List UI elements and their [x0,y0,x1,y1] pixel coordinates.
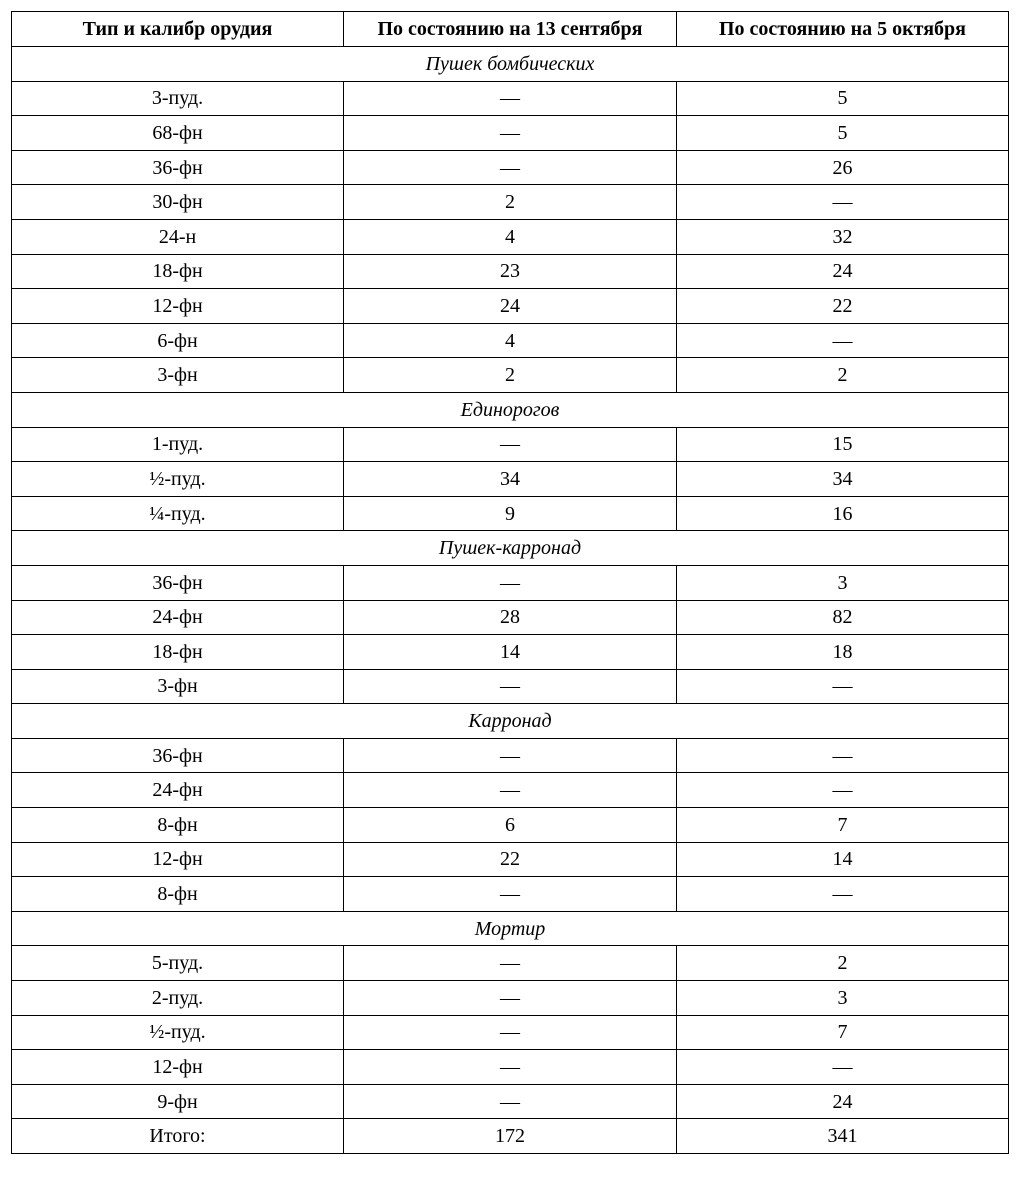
cell-oct5: 2 [677,946,1009,981]
cell-sep13: 34 [344,462,677,497]
table-row [12,669,1009,704]
cell-sep13: 14 [344,635,677,670]
total-row [12,1119,1009,1154]
cell-caliber: 24-фн [12,773,344,808]
cell-oct5: 24 [677,1084,1009,1119]
cell-oct5: — [677,1050,1009,1085]
cell-sep13: — [344,946,677,981]
table-row [12,565,1009,600]
cell-caliber: 36-фн [12,738,344,773]
table-row [12,496,1009,531]
cell-sep13: 4 [344,323,677,358]
cell-caliber: 24-н [12,219,344,254]
total-oct5: 341 [677,1119,1009,1154]
cell-sep13: — [344,150,677,185]
cell-oct5: 3 [677,565,1009,600]
cell-sep13: 2 [344,358,677,393]
table-row [12,600,1009,635]
cell-sep13: — [344,1084,677,1119]
cell-sep13: — [344,565,677,600]
cell-caliber: 2-пуд. [12,981,344,1016]
cell-oct5: 3 [677,981,1009,1016]
cell-sep13: 6 [344,808,677,843]
cell-oct5: 2 [677,358,1009,393]
cell-sep13: — [344,81,677,116]
artillery-table [11,11,1009,1154]
table-body [12,47,1009,1154]
table-row [12,254,1009,289]
cell-sep13: — [344,669,677,704]
table-row [12,116,1009,151]
table-row [12,738,1009,773]
section-title: Пушек бомбических [12,47,1009,82]
cell-caliber: 36-фн [12,565,344,600]
header-type: Тип и калибр орудия [12,12,344,47]
cell-caliber: 3-пуд. [12,81,344,116]
cell-sep13: — [344,116,677,151]
cell-sep13: 24 [344,289,677,324]
cell-caliber: 30-фн [12,185,344,220]
section-row [12,47,1009,82]
cell-oct5: 18 [677,635,1009,670]
cell-oct5: 5 [677,116,1009,151]
cell-oct5: — [677,738,1009,773]
cell-sep13: — [344,1050,677,1085]
cell-caliber: 8-фн [12,808,344,843]
cell-caliber: ½-пуд. [12,462,344,497]
cell-oct5: 34 [677,462,1009,497]
cell-caliber: 68-фн [12,116,344,151]
cell-sep13: 2 [344,185,677,220]
table-row [12,81,1009,116]
cell-sep13: — [344,877,677,912]
cell-sep13: 23 [344,254,677,289]
cell-oct5: — [677,877,1009,912]
section-row [12,531,1009,566]
header-row [12,12,1009,47]
section-title: Карронад [12,704,1009,739]
cell-sep13: — [344,738,677,773]
header-sep13: По состоянию на 13 сентября [344,12,677,47]
cell-oct5: — [677,323,1009,358]
cell-oct5: — [677,185,1009,220]
cell-sep13: 28 [344,600,677,635]
table-row [12,1084,1009,1119]
table-row [12,946,1009,981]
cell-caliber: 3-фн [12,358,344,393]
cell-sep13: — [344,427,677,462]
cell-oct5: 16 [677,496,1009,531]
cell-oct5: 32 [677,219,1009,254]
section-row [12,392,1009,427]
cell-sep13: — [344,981,677,1016]
cell-caliber: 3-фн [12,669,344,704]
cell-oct5: 5 [677,81,1009,116]
cell-sep13: 4 [344,219,677,254]
cell-caliber: ½-пуд. [12,1015,344,1050]
cell-sep13: — [344,1015,677,1050]
table-row [12,1015,1009,1050]
table-row [12,427,1009,462]
table-row [12,877,1009,912]
table-row [12,1050,1009,1085]
cell-oct5: 14 [677,842,1009,877]
table-row [12,219,1009,254]
cell-sep13: 22 [344,842,677,877]
cell-sep13: — [344,773,677,808]
cell-oct5: — [677,773,1009,808]
cell-oct5: 7 [677,1015,1009,1050]
section-row [12,911,1009,946]
cell-caliber: 1-пуд. [12,427,344,462]
table-row [12,808,1009,843]
table-row [12,150,1009,185]
cell-caliber: 12-фн [12,1050,344,1085]
total-sep13: 172 [344,1119,677,1154]
table-row [12,981,1009,1016]
cell-oct5: 15 [677,427,1009,462]
total-label: Итого: [12,1119,344,1154]
cell-caliber: 9-фн [12,1084,344,1119]
cell-caliber: 5-пуд. [12,946,344,981]
table-row [12,842,1009,877]
section-title: Единорогов [12,392,1009,427]
table-row [12,323,1009,358]
cell-caliber: 6-фн [12,323,344,358]
cell-sep13: 9 [344,496,677,531]
section-title: Пушек-карронад [12,531,1009,566]
cell-oct5: — [677,669,1009,704]
cell-caliber: ¼-пуд. [12,496,344,531]
section-row [12,704,1009,739]
cell-caliber: 36-фн [12,150,344,185]
table-row [12,185,1009,220]
cell-caliber: 24-фн [12,600,344,635]
cell-oct5: 7 [677,808,1009,843]
table-row [12,358,1009,393]
table-row [12,635,1009,670]
header-oct5: По состоянию на 5 октября [677,12,1009,47]
cell-oct5: 26 [677,150,1009,185]
section-title: Мортир [12,911,1009,946]
table-row [12,462,1009,497]
cell-caliber: 8-фн [12,877,344,912]
cell-oct5: 22 [677,289,1009,324]
cell-oct5: 82 [677,600,1009,635]
table-row [12,289,1009,324]
table-row [12,773,1009,808]
cell-caliber: 18-фн [12,254,344,289]
cell-caliber: 12-фн [12,842,344,877]
cell-caliber: 18-фн [12,635,344,670]
cell-oct5: 24 [677,254,1009,289]
cell-caliber: 12-фн [12,289,344,324]
